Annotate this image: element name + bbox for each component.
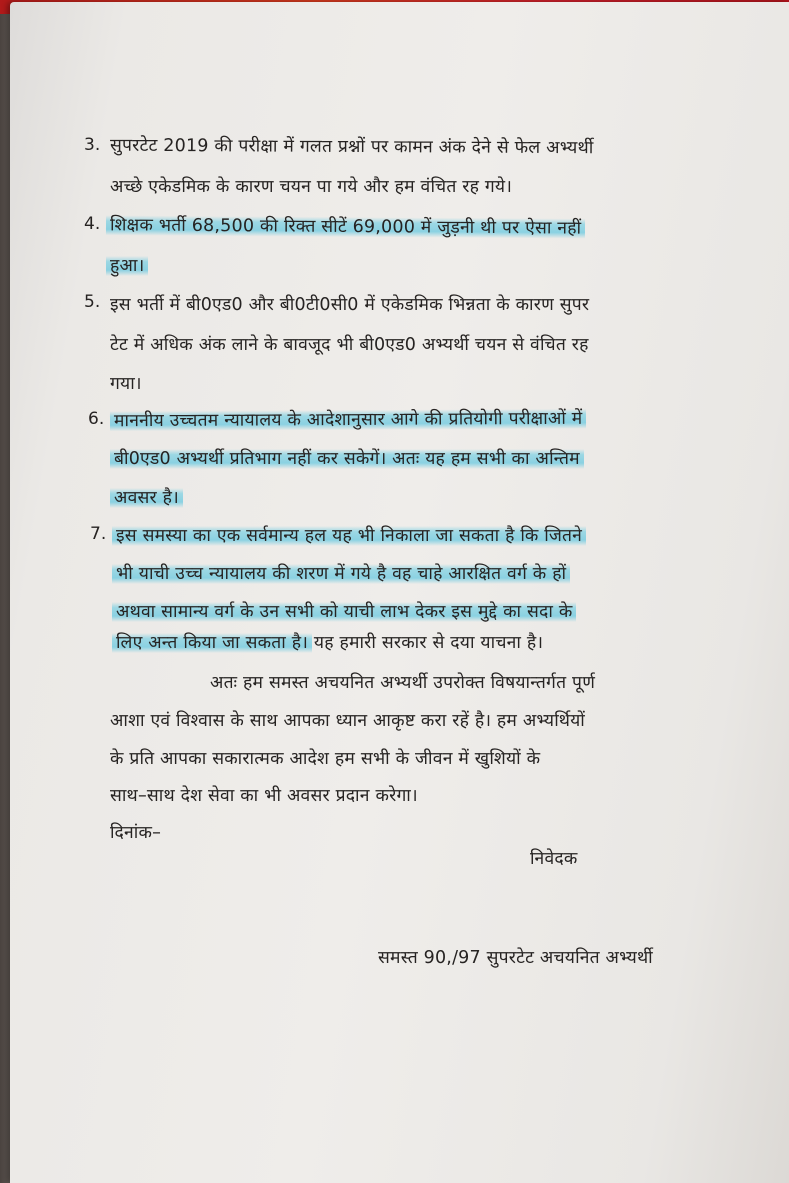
item-number-5: 5. [84,292,101,312]
highlight-mark: अथवा सामान्य वर्ग के उन सभी को याची लाभ देकर इस मुद्दे का सदा के [112,602,576,622]
highlight-mark: बी0एड0 अभ्यर्थी प्रतिभाग नहीं कर सकेगें। अतः यह हम सभी का अन्तिम [110,449,584,469]
item-5-line-1: इस भर्ती में बी0एड0 और बी0टी0सी0 में एकेडमिक भिन्नता के कारण सुपर [110,295,590,315]
item-6-line-3 [114,485,179,509]
item-7-line-1 [116,523,582,547]
highlight-mark: अवसर है। [110,488,183,508]
item-6-line-2 [114,446,580,470]
closing-line-3: के प्रति आपका सकारात्मक आदेश हम सभी के जीवन में खुशियों के [110,749,541,769]
highlight-mark: भी याची उच्च न्यायालय की शरण में गये है वह चाहे आरक्षित वर्ग के हों [112,564,570,584]
item-number-6: 6. [88,409,105,429]
closing-line-2: आशा एवं विश्वास के साथ आपका ध्यान आकृष्ट करा रहें है। हम अभ्यर्थियों [110,711,586,731]
item-number-3: 3. [84,135,101,155]
highlight-mark: शिक्षक भर्ती 68,500 की रिक्त सीटें 69,000 में जुड़नी थी पर ऐसा नहीं [106,215,585,238]
item-5-line-2: टेट में अधिक अंक लाने के बावजूद भी बी0एड0 अभ्यर्थी चयन से वंचित रह [110,335,589,355]
item-3-line-2: अच्छे एकेडमिक के कारण चयन पा गये और हम वंचित रह गये। [110,177,513,197]
letter-page [10,2,789,1183]
closing-line-1: अतः हम समस्त अचयनित अभ्यर्थी उपरोक्त विषयान्तर्गत पूर्ण [210,673,596,693]
item-4-line-1 [110,212,581,239]
item-5-line-3: गया। [110,374,142,394]
signature-label: निवेदक [530,849,578,869]
item-number-7: 7. [90,524,107,544]
signatory-line: समस्त 90,/97 सुपरटेट अचयनित अभ्यर्थी [378,948,653,968]
highlight-mark: हुआ। [106,256,148,276]
highlight-mark: लिए अन्त किया जा सकता है। [112,633,312,653]
item-number-4: 4. [84,214,101,234]
item-4-line-2 [110,253,144,277]
closing-line-4: साथ–साथ देश सेवा का भी अवसर प्रदान करेगा। [110,786,418,806]
item-6-line-1 [114,406,583,432]
highlight-mark: माननीय उच्चतम न्यायालय के आदेशानुसार आगे की प्रतियोगी परीक्षाओं में [110,409,587,431]
item-7-line-3 [116,599,572,623]
item-3-line-1: सुपरटेट 2019 की परीक्षा में गलत प्रश्नों पर कामन अंक देने से फेल अभ्यर्थी [109,135,594,159]
item-7-tail: यह हमारी सरकार से दया याचना है। [313,633,544,653]
item-7-line-4 [116,630,543,654]
highlight-mark: इस समस्या का एक सर्वमान्य हल यह भी निकाला जा सकता है कि जितने [112,526,586,546]
date-label: दिनांक– [110,823,162,843]
item-7-line-2 [116,561,566,585]
